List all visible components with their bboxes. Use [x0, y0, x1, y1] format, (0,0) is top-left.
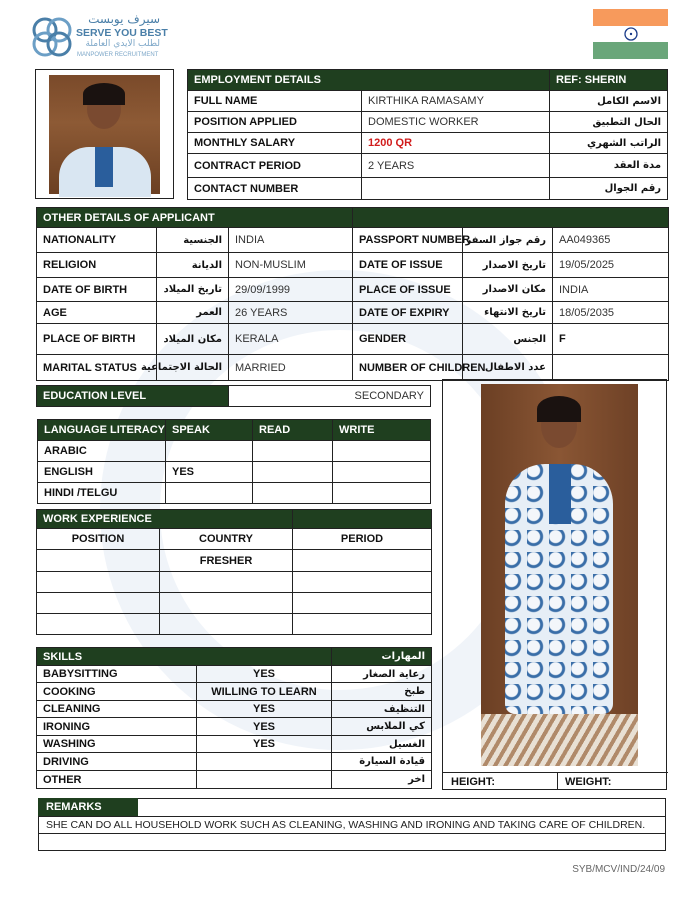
logo-arabic-subtitle: لطلب الايدي العاملة — [85, 39, 160, 49]
education-level-value: SECONDARY — [229, 386, 431, 407]
skill-washing-arabic: الغسيل — [332, 736, 432, 753]
skill-cooking-label: COOKING — [37, 683, 197, 701]
number-of-children-value — [553, 355, 669, 381]
logo-emblem-icon — [30, 14, 74, 60]
passport-number-label: PASSPORT NUMBER — [353, 228, 463, 253]
skill-cooking-value: WILLING TO LEARN — [197, 683, 332, 701]
other-details-table — [36, 207, 669, 381]
remarks-header: REMARKS — [38, 798, 138, 816]
contract-period-value: 2 YEARS — [362, 154, 550, 178]
work-row-4-position — [37, 614, 160, 635]
place-of-birth-arabic: مكان الميلاد — [157, 324, 229, 355]
reference-label: REF: SHERIN — [550, 70, 668, 91]
passport-number-value: AA049365 — [553, 228, 669, 253]
skill-babysitting-arabic: رعاية الصغار — [332, 666, 432, 683]
read-header: READ — [253, 420, 333, 441]
speak-header: SPEAK — [166, 420, 253, 441]
skills-header: SKILLS — [37, 648, 332, 666]
age-label: AGE — [37, 302, 157, 324]
work-row-3-period — [293, 593, 432, 614]
place-of-issue-value: INDIA — [553, 278, 669, 302]
work-row-1-position — [37, 550, 160, 572]
work-row-1-period — [293, 550, 432, 572]
contact-number-label: CONTACT NUMBER — [188, 178, 362, 200]
skill-ironing-label: IRONING — [37, 718, 197, 736]
skill-other-label: OTHER — [37, 771, 197, 789]
date-of-birth-arabic: تاريخ الميلاد — [157, 278, 229, 302]
other-details-header: OTHER DETAILS OF APPLICANT — [37, 208, 353, 228]
skill-cooking-arabic: طبخ — [332, 683, 432, 701]
work-row-3-position — [37, 593, 160, 614]
skill-washing-label: WASHING — [37, 736, 197, 753]
age-arabic: العمر — [157, 302, 229, 324]
date-of-expiry-label: DATE OF EXPIRY — [353, 302, 463, 324]
skill-cleaning-value: YES — [197, 701, 332, 718]
language-hindi-telgu: HINDI /TELGU — [38, 483, 166, 504]
country-column-header: COUNTRY — [160, 529, 293, 550]
gender-label: GENDER — [353, 324, 463, 355]
skill-driving-value — [197, 753, 332, 771]
english-write — [333, 462, 431, 483]
number-of-children-label: NUMBER OF CHILDREN — [353, 355, 463, 381]
english-speak: YES — [166, 462, 253, 483]
skill-other-value — [197, 771, 332, 789]
date-of-birth-label: DATE OF BIRTH — [37, 278, 157, 302]
india-flag — [593, 9, 668, 59]
skill-cleaning-arabic: التنظيف — [332, 701, 432, 718]
place-of-issue-arabic: مكان الاصدار — [463, 278, 553, 302]
work-experience-header-right — [293, 510, 432, 529]
skills-table — [36, 647, 432, 789]
skill-ironing-arabic: كي الملابس — [332, 718, 432, 736]
arabic-write — [333, 441, 431, 462]
gender-value: F — [553, 324, 669, 355]
arabic-speak — [166, 441, 253, 462]
height-label: HEIGHT: — [451, 776, 495, 788]
marital-status-value: MARRIED — [229, 355, 353, 381]
passport-number-arabic: رقم جواز السفر — [463, 228, 553, 253]
contact-number-arabic: رقم الجوال — [550, 178, 668, 200]
document-code: SYB/MCV/IND/24/09 — [572, 864, 665, 875]
date-of-issue-value: 19/05/2025 — [553, 253, 669, 278]
education-table — [36, 385, 431, 407]
logo-arabic-name: سيرف يوبست — [88, 12, 160, 26]
employment-details-table — [187, 69, 668, 200]
position-applied-label: POSITION APPLIED — [188, 112, 362, 133]
contact-number-value — [362, 178, 550, 200]
date-of-birth-value: 29/09/1999 — [229, 278, 353, 302]
date-of-issue-arabic: تاريخ الاصدار — [463, 253, 553, 278]
work-row-2-country — [160, 572, 293, 593]
contract-period-label: CONTRACT PERIOD — [188, 154, 362, 178]
full-name-label: FULL NAME — [188, 91, 362, 112]
nationality-arabic: الجنسية — [157, 228, 229, 253]
applicant-photo-small — [35, 69, 174, 199]
other-details-header-right — [353, 208, 669, 228]
nationality-label: NATIONALITY — [37, 228, 157, 253]
place-of-issue-label: PLACE OF ISSUE — [353, 278, 463, 302]
work-experience-header: WORK EXPERIENCE — [37, 510, 293, 529]
logo-subtitle: MANPOWER RECRUITMENT — [77, 52, 159, 58]
skill-babysitting-label: BABYSITTING — [37, 666, 197, 683]
gender-arabic: الجنس — [463, 324, 553, 355]
monthly-salary-arabic: الراتب الشهري — [550, 133, 668, 154]
education-level-label: EDUCATION LEVEL — [37, 386, 229, 407]
place-of-birth-label: PLACE OF BIRTH — [37, 324, 157, 355]
language-table — [37, 419, 431, 504]
number-of-children-arabic: عدد الاطفال — [463, 355, 553, 381]
english-read — [253, 462, 333, 483]
full-name-arabic: الاسم الكامل — [550, 91, 668, 112]
age-value: 26 YEARS — [229, 302, 353, 324]
position-applied-value: DOMESTIC WORKER — [362, 112, 550, 133]
logo-name: SERVE YOU BEST — [76, 27, 168, 39]
contract-period-arabic: مدة العقد — [550, 154, 668, 178]
work-experience-table — [36, 509, 432, 635]
nationality-value: INDIA — [229, 228, 353, 253]
religion-arabic: الديانة — [157, 253, 229, 278]
period-column-header: PERIOD — [293, 529, 432, 550]
hindi-read — [253, 483, 333, 504]
work-row-2-position — [37, 572, 160, 593]
ashoka-chakra-icon — [623, 26, 639, 42]
skills-header-arabic: المهارات — [332, 648, 432, 666]
work-row-3-country — [160, 593, 293, 614]
work-row-2-period — [293, 572, 432, 593]
arabic-read — [253, 441, 333, 462]
skill-driving-label: DRIVING — [37, 753, 197, 771]
skill-ironing-value: YES — [197, 718, 332, 736]
skill-driving-arabic: قيادة السيارة — [332, 753, 432, 771]
skill-babysitting-value: YES — [197, 666, 332, 683]
work-row-4-country — [160, 614, 293, 635]
language-english: ENGLISH — [38, 462, 166, 483]
language-literacy-header: LANGUAGE LITERACY — [38, 420, 166, 441]
remarks-text: SHE CAN DO ALL HOUSEHOLD WORK SUCH AS CLEANING, WASHING AND IRONING AND TAKING CARE OF CHILDREN. — [46, 819, 646, 831]
monthly-salary-label: MONTHLY SALARY — [188, 133, 362, 154]
remarks-section — [38, 798, 666, 851]
language-arabic: ARABIC — [38, 441, 166, 462]
place-of-birth-value: KERALA — [229, 324, 353, 355]
skill-washing-value: YES — [197, 736, 332, 753]
employment-details-header: EMPLOYMENT DETAILS — [188, 70, 550, 91]
skill-cleaning-label: CLEANING — [37, 701, 197, 718]
hindi-speak — [166, 483, 253, 504]
marital-status-label: MARITAL STATUS — [37, 355, 157, 381]
applicant-photo-full — [442, 379, 667, 790]
work-row-4-period — [293, 614, 432, 635]
position-applied-arabic: الحال التطبيق — [550, 112, 668, 133]
religion-value: NON-MUSLIM — [229, 253, 353, 278]
marital-status-arabic: الحالة الاجتماعية — [157, 355, 229, 381]
write-header: WRITE — [333, 420, 431, 441]
religion-label: RELIGION — [37, 253, 157, 278]
date-of-expiry-arabic: تاريخ الانتهاء — [463, 302, 553, 324]
skill-other-arabic: اخر — [332, 771, 432, 789]
position-column-header: POSITION — [37, 529, 160, 550]
full-name-value: KIRTHIKA RAMASAMY — [362, 91, 550, 112]
weight-label: WEIGHT: — [565, 776, 612, 788]
date-of-issue-label: DATE OF ISSUE — [353, 253, 463, 278]
date-of-expiry-value: 18/05/2035 — [553, 302, 669, 324]
work-row-1-country: FRESHER — [160, 550, 293, 572]
hindi-write — [333, 483, 431, 504]
company-logo — [30, 12, 170, 62]
monthly-salary-value: 1200 QR — [362, 133, 550, 154]
